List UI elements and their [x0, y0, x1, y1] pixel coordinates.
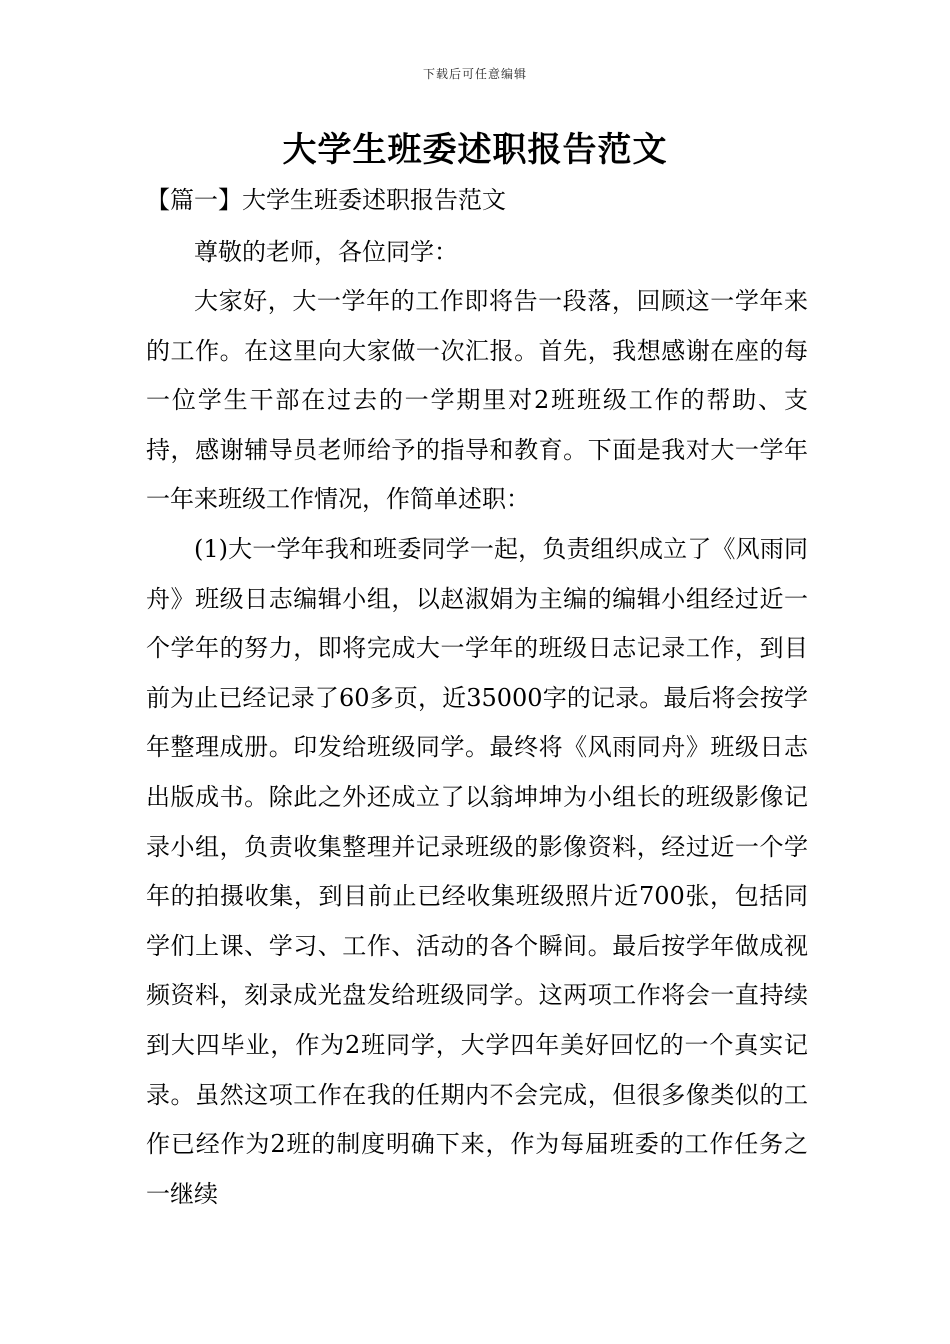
document-title: 大学生班委述职报告范文: [282, 130, 668, 170]
section-heading: 【篇一】大学生班委述职报告范文: [146, 186, 506, 214]
body-paragraph: 大家好，大一学年的工作即将告一段落，回顾这一学年来的工作。在这里向大家做一次汇报。首先，我想感谢在座的每一位学生干部在过去的一学期里对2班班级工作的帮助、支持，感谢辅导员老师给予的指导和教育。下面是我对大一学年一年来班级工作情况，作简单述职：: [146, 287, 808, 514]
greeting-line: 尊敬的老师，各位同学：: [194, 238, 458, 266]
body-paragraph: (1)大一学年我和班委同学一起，负责组织成立了《风雨同舟》班级日志编辑小组，以赵淑娟为主编的编辑小组经过近一个学年的努力，即将完成大一学年的班级日志记录工作，到目前为止已经记录了60多页，近35000字的记录。最后将会按学年整理成册。印发给班级同学。最终将《风雨同舟》班级日志出版成书。除此之外还成立了以翁坤坤为小组长的班级影像记录小组，负责收集整理并记录班级的影像资料，经过近一个学年的拍摄收集，到目前止已经收集班级照片近700张，包括同学们上课、学习、工作、活动的各个瞬间。最后按学年做成视频资料，刻录成光盘发给班级同学。这两项工作将会一直持续到大四毕业，作为2班同学，大学四年美好回忆的一个真实记录。虽然这项工作在我的任期内不会完成，但很多像类似的工作已经作为2班的制度明确下来，作为每届班委的工作任务之一继续: [146, 535, 808, 1208]
header-note: 下载后可任意编辑: [422, 67, 527, 81]
